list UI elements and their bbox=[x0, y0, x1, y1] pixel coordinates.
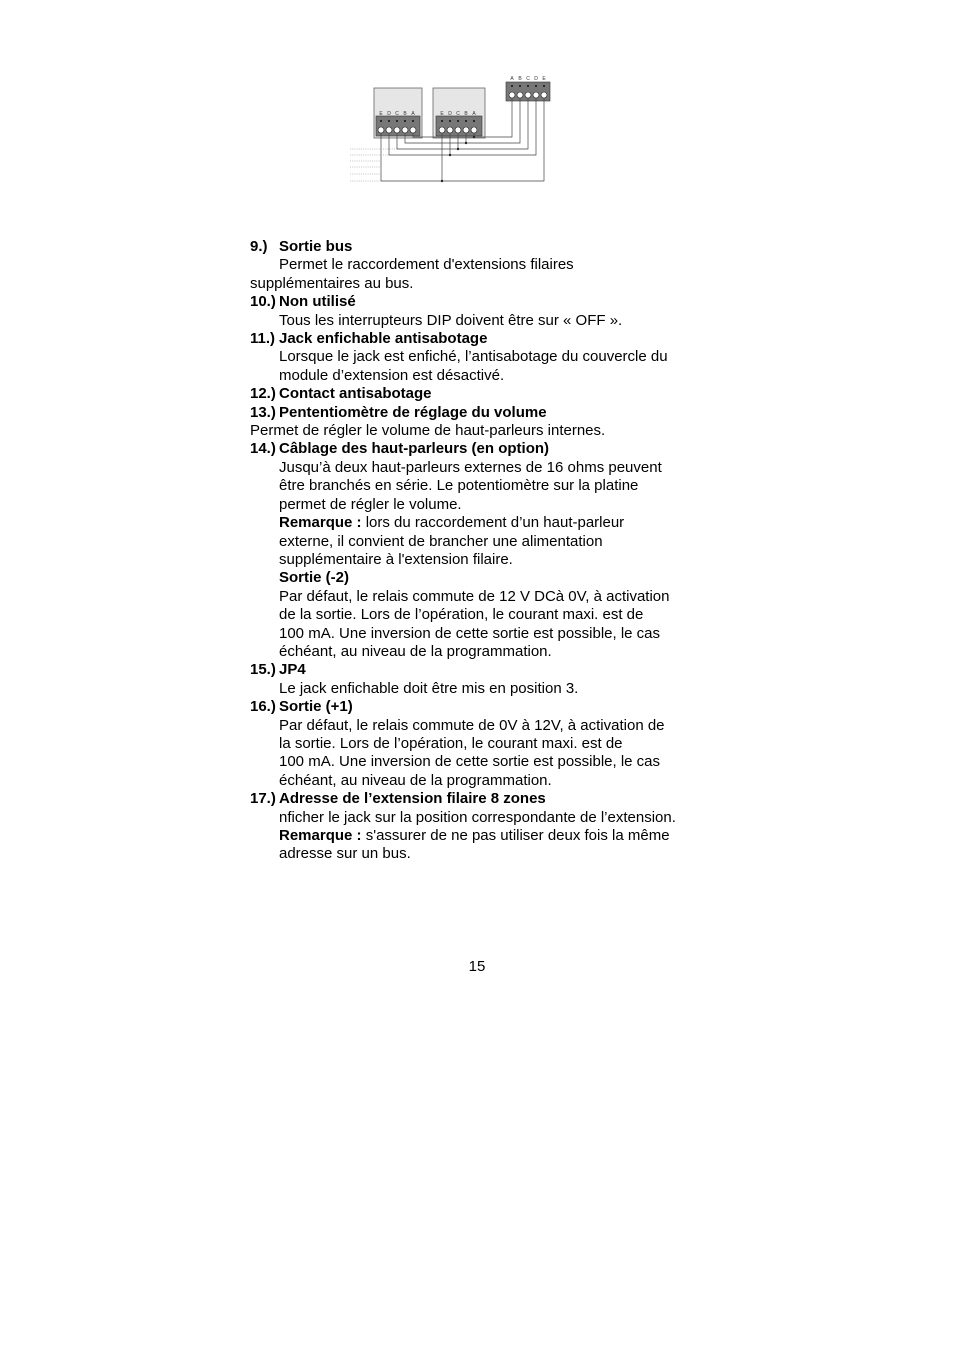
line-text: Jusqu’à deux haut-parleurs externes de 16 ohms peuvent bbox=[279, 458, 662, 476]
terminal-label: A bbox=[411, 111, 415, 117]
line-text: permet de régler le volume. bbox=[279, 495, 462, 513]
list-item bbox=[250, 661, 720, 698]
item-text-line bbox=[250, 569, 720, 587]
terminal-label: E bbox=[440, 111, 444, 117]
item-title: JP4 bbox=[279, 661, 306, 679]
line-text: supplémentaires au bus. bbox=[250, 274, 414, 292]
item-text-line bbox=[250, 680, 720, 698]
list-item bbox=[250, 293, 720, 330]
list-item bbox=[250, 440, 720, 661]
item-title: Câblage des haut-parleurs (en option) bbox=[279, 440, 550, 458]
item-text-line bbox=[250, 422, 720, 440]
item-text-line bbox=[250, 551, 720, 569]
line-text: échéant, au niveau de la programmation. bbox=[279, 642, 552, 660]
item-heading bbox=[250, 238, 720, 256]
item-text-line bbox=[250, 606, 720, 624]
line-text: la sortie. Lors de l’opération, le courant maxi. est de bbox=[279, 734, 623, 752]
terminal-label: B bbox=[403, 111, 407, 117]
item-heading bbox=[250, 790, 720, 808]
item-text-line bbox=[250, 256, 720, 274]
list-item bbox=[250, 698, 720, 790]
item-title: Sortie bus bbox=[279, 238, 353, 255]
item-number: 14.) bbox=[250, 440, 276, 458]
line-text: externe, il convient de brancher une alimentation bbox=[279, 532, 603, 550]
terminal-label: E bbox=[379, 111, 383, 117]
terminal-label: A bbox=[510, 76, 514, 82]
line-text: Permet le raccordement d'extensions filaires bbox=[279, 256, 574, 274]
terminal-label: C bbox=[456, 111, 460, 117]
item-heading bbox=[250, 293, 720, 311]
item-heading bbox=[250, 440, 720, 458]
list-item bbox=[250, 790, 720, 864]
item-heading bbox=[250, 661, 720, 679]
item-text-line bbox=[250, 643, 720, 661]
line-text: être branchés en série. Le potentiomètre sur la platine bbox=[279, 477, 639, 495]
item-title: Pententiomètre de réglage du volume bbox=[279, 403, 547, 421]
item-number: 10.) bbox=[250, 293, 276, 311]
list-item bbox=[250, 238, 720, 293]
terminal-label: D bbox=[448, 111, 452, 117]
bus-labels bbox=[510, 76, 546, 82]
item-text-line bbox=[250, 845, 720, 863]
item-text-line bbox=[250, 477, 720, 495]
line-text: 100 mA. Une inversion de cette sortie est possible, le cas bbox=[279, 624, 661, 642]
terminal-label: B bbox=[518, 76, 522, 82]
item-text-line bbox=[250, 717, 720, 735]
item-text-line bbox=[250, 496, 720, 514]
item-number: 13.) bbox=[250, 403, 276, 421]
item-number: 17.) bbox=[250, 790, 276, 808]
item-text-line bbox=[250, 459, 720, 477]
item-text-line bbox=[250, 275, 720, 293]
terminal-label: E bbox=[542, 76, 546, 82]
line-text: lors du raccordement d’un haut-parleur bbox=[361, 514, 625, 532]
item-heading bbox=[250, 330, 720, 348]
bold-label: Remarque : bbox=[279, 514, 362, 532]
line-text: Tous les interrupteurs DIP doivent être sur « OFF ». bbox=[279, 311, 623, 329]
item-text-line bbox=[250, 588, 720, 606]
line-text: supplémentaire à l'extension filaire. bbox=[279, 550, 513, 568]
list-item bbox=[250, 385, 720, 403]
item-number: 12.) bbox=[250, 385, 276, 403]
terminal-label: C bbox=[395, 111, 399, 117]
item-title: Adresse de l’extension filaire 8 zones bbox=[279, 790, 546, 808]
bold-label: Remarque : bbox=[279, 827, 362, 844]
item-title: Non utilisé bbox=[279, 293, 356, 311]
item-title: Sortie (+1) bbox=[279, 698, 353, 716]
item-heading bbox=[250, 385, 720, 403]
list-item bbox=[250, 330, 720, 385]
terminal-label: D bbox=[387, 111, 391, 117]
item-number: 9.) bbox=[250, 238, 268, 255]
line-text: Le jack enfichable doit être mis en position 3. bbox=[279, 679, 579, 697]
item-title: Jack enfichable antisabotage bbox=[279, 330, 488, 348]
line-text: échéant, au niveau de la programmation. bbox=[279, 771, 552, 789]
item-heading bbox=[250, 698, 720, 716]
item-heading bbox=[250, 404, 720, 422]
wiring-diagram bbox=[340, 70, 560, 190]
list-item bbox=[250, 404, 720, 441]
item-number: 11.) bbox=[250, 330, 276, 348]
line-text: 100 mA. Une inversion de cette sortie est possible, le cas bbox=[279, 753, 661, 771]
item-text-line bbox=[250, 625, 720, 643]
terminal-label: D bbox=[534, 76, 538, 82]
line-text: module d’extension est désactivé. bbox=[279, 366, 505, 384]
terminal-label: B bbox=[464, 111, 468, 117]
item-text-line bbox=[250, 827, 720, 845]
item-text-line bbox=[250, 348, 720, 366]
item-text-line bbox=[250, 772, 720, 790]
item-text-line bbox=[250, 514, 720, 532]
item-text-line bbox=[250, 809, 720, 827]
item-text-line bbox=[250, 735, 720, 753]
line-text: Par défaut, le relais commute de 0V à 12V, à activation de bbox=[279, 716, 665, 734]
item-number: 15.) bbox=[250, 661, 276, 679]
item-text-line bbox=[250, 312, 720, 330]
line-text: adresse sur un bus. bbox=[279, 845, 411, 863]
terminal-label: A bbox=[472, 111, 476, 117]
terminal-label: C bbox=[526, 76, 530, 82]
line-text: s'assurer de ne pas utiliser deux fois la même bbox=[361, 827, 670, 844]
page-number: 15 bbox=[468, 958, 486, 975]
item-text-line bbox=[250, 753, 720, 771]
line-text: nficher le jack sur la position correspondante de l’extension. bbox=[279, 808, 676, 826]
line-text: Lorsque le jack est enfiché, l’antisabotage du couvercle du bbox=[279, 348, 668, 366]
item-title: Contact antisabotage bbox=[279, 385, 432, 403]
dotted-leads bbox=[350, 149, 397, 181]
line-text: de la sortie. Lors de l’opération, le courant maxi. est de bbox=[279, 606, 644, 624]
item-number: 16.) bbox=[250, 698, 276, 716]
item-text-line bbox=[250, 367, 720, 385]
line-text: Par défaut, le relais commute de 12 V DCà 0V, à activation bbox=[279, 587, 670, 605]
instruction-list bbox=[250, 238, 720, 864]
item-text-line bbox=[250, 533, 720, 551]
bold-label: Sortie (-2) bbox=[279, 569, 350, 587]
line-text: Permet de régler le volume de haut-parleurs internes. bbox=[250, 422, 606, 440]
